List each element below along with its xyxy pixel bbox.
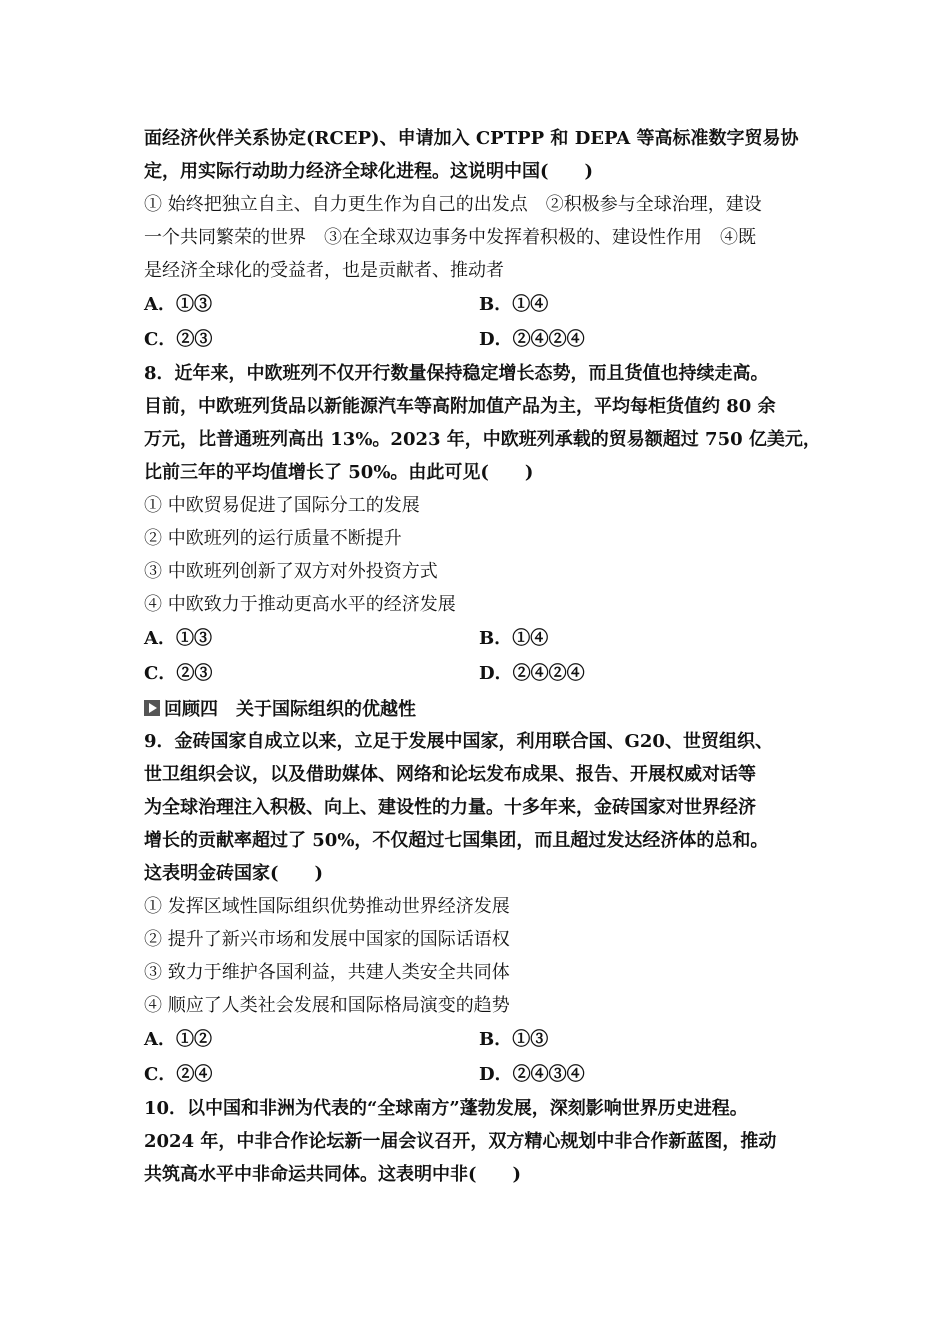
option-d: D．②④③④ [479, 1064, 585, 1085]
question-10 [144, 1092, 834, 1191]
options-row [144, 1057, 834, 1092]
question-9 [144, 725, 834, 1092]
statement-line: ① 中欧贸易促进了国际分工的发展 [144, 495, 420, 516]
statement-line: ② 中欧班列的运行质量不断提升 [144, 528, 402, 549]
question-stem-line: 世卫组织会议，以及借助媒体、网络和论坛发布成果、报告、开展权威对话等 [144, 764, 756, 785]
statement-line: 是经济全球化的受益者，也是贡献者、推动者 [144, 260, 504, 281]
statement-line: ② 提升了新兴市场和发展中国家的国际话语权 [144, 929, 510, 950]
option-d: D．②④②④ [479, 329, 585, 350]
option-b: B．①④ [479, 294, 549, 315]
statement-line: ① 发挥区域性国际组织优势推动世界经济发展 [144, 896, 510, 917]
options-row [144, 287, 834, 322]
option-c: C．②③ [144, 663, 213, 684]
statement-line: ③ 致力于维护各国利益，共建人类安全共同体 [144, 962, 510, 983]
question-stem-line: 8．近年来，中欧班列不仅开行数量保持稳定增长态势，而且货值也持续走高。 [144, 363, 769, 384]
section-heading [144, 691, 834, 725]
option-a: A．①③ [144, 294, 212, 315]
option-c: C．②④ [144, 1064, 213, 1085]
option-d: D．②④②④ [479, 663, 585, 684]
question-stem-line: 面经济伙伴关系协定(RCEP)、申请加入 CPTPP 和 DEPA 等高标准数字贸易协 [144, 128, 799, 149]
page-content [144, 122, 834, 1191]
options-row [144, 656, 834, 691]
question-stem-line: 共筑高水平中非命运共同体。这表明中非( ) [144, 1164, 522, 1185]
play-triangle-icon [144, 700, 160, 716]
question-8 [144, 357, 834, 691]
statement-line: 一个共同繁荣的世界 ③在全球双边事务中发挥着积极的、建设性作用 ④既 [144, 227, 756, 248]
question-stem-line: 万元，比普通班列高出 13%。2023 年，中欧班列承载的贸易额超过 750 亿美元， [144, 429, 821, 450]
question-stem-line: 10．以中国和非洲为代表的“全球南方”蓬勃发展，深刻影响世界历史进程。 [144, 1098, 748, 1119]
statement-line: ④ 中欧致力于推动更高水平的经济发展 [144, 594, 456, 615]
question-7 [144, 122, 834, 357]
option-b: B．①④ [479, 628, 549, 649]
option-b: B．①③ [479, 1029, 549, 1050]
question-stem-line: 为全球治理注入积极、向上、建设性的力量。十多年来，金砖国家对世界经济 [144, 797, 756, 818]
question-stem-line: 增长的贡献率超过了 50%，不仅超过七国集团，而且超过发达经济体的总和。 [144, 830, 769, 851]
question-stem-line: 定，用实际行动助力经济全球化进程。这说明中国( ) [144, 161, 594, 182]
option-c: C．②③ [144, 329, 213, 350]
question-stem-line: 2024 年，中非合作论坛新一届会议召开，双方精心规划中非合作新蓝图，推动 [144, 1131, 777, 1152]
options-row [144, 1022, 834, 1057]
statement-line: ① 始终把独立自主、自力更生作为自己的出发点 ②积极参与全球治理，建设 [144, 194, 762, 215]
question-stem-line: 9．金砖国家自成立以来，立足于发展中国家，利用联合国、G20、世贸组织、 [144, 731, 773, 752]
section-title: 回顾四 关于国际组织的优越性 [164, 699, 416, 720]
statement-line: ④ 顺应了人类社会发展和国际格局演变的趋势 [144, 995, 510, 1016]
question-stem-line: 目前，中欧班列货品以新能源汽车等高附加值产品为主，平均每柜货值约 80 余 [144, 396, 776, 417]
question-stem-line: 这表明金砖国家( ) [144, 863, 324, 884]
options-row [144, 322, 834, 357]
statement-line: ③ 中欧班列创新了双方对外投资方式 [144, 561, 438, 582]
question-stem-line: 比前三年的平均值增长了 50%。由此可见( ) [144, 462, 534, 483]
options-row [144, 621, 834, 656]
option-a: A．①② [144, 1029, 212, 1050]
option-a: A．①③ [144, 628, 212, 649]
